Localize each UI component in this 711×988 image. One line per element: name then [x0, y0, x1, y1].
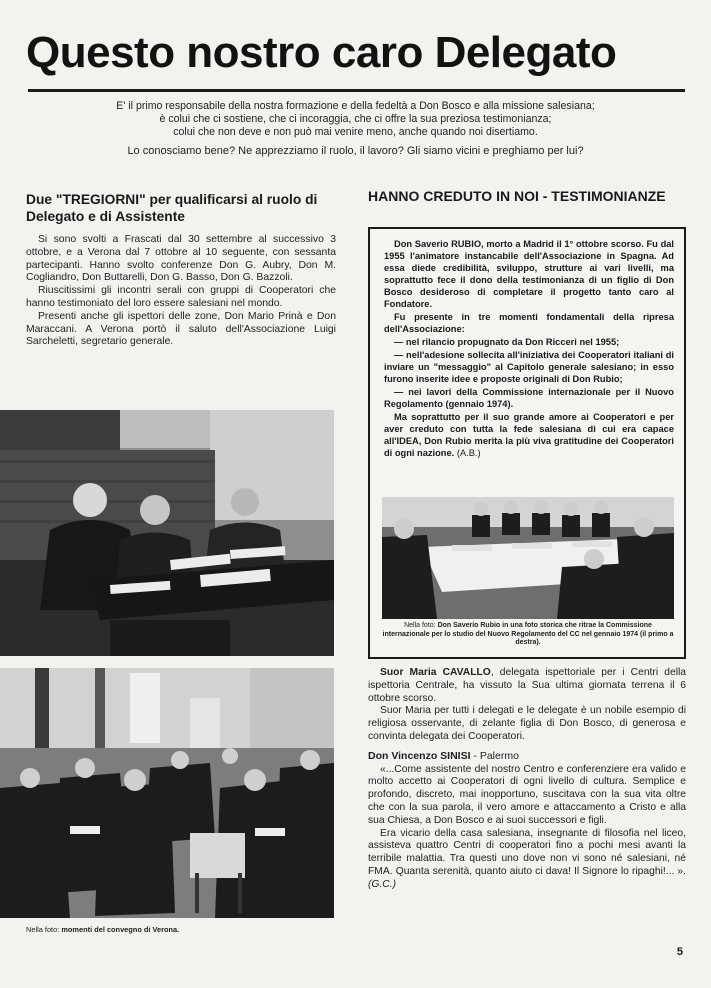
rubio-paragraph-6 — [384, 411, 674, 459]
rubio-paragraph-3: — nel rilancio propugnato da Don Ricceri nel 1955; — [394, 337, 620, 347]
rubio-paragraph-2: Fu presente in tre momenti fondamentali della ripresa dell'Associazione: — [384, 312, 674, 334]
rubio-paragraph-5: — nei lavori della Commissione internazionale per il Nuovo Regolamento (gennaio 1974). — [384, 387, 674, 409]
left-paragraph-2: Riuscitissimi gli incontri serali con gruppi di Cooperatori che hanno testimoniato del loro essere salesiani nel mondo. — [26, 285, 336, 309]
cavallo-paragraph-2: Suor Maria per tutti i delegati e le delegate è un nobile esempio di religiosa osservante, di zelante figlia di Don Bosco, di generosa e convinta delegata dei Cooperatori. — [368, 705, 686, 742]
intro-line-3: colui che non deve e non può mai venire meno, anche quando noi disertiamo. — [173, 126, 538, 138]
sinisi-author: (G.C.) — [368, 878, 397, 890]
left-article-body — [26, 234, 336, 349]
right-article-headline: HANNO CREDUTO IN NOI - TESTIMONIANZE — [368, 188, 666, 204]
sinisi-name: Don Vincenzo SINISI — [368, 749, 471, 762]
box-caption-prefix: Nella foto: — [404, 622, 436, 629]
rubio-testimony-box — [368, 227, 686, 659]
sinisi-place: - Palermo — [470, 749, 519, 762]
left-article-headline: Due "TREGIORNI" per qualificarsi al ruolo di Delegato e di Assistente — [26, 192, 318, 224]
title-rule — [28, 89, 685, 92]
intro — [40, 100, 671, 158]
page-title: Questo nostro caro Delegato — [26, 28, 617, 77]
intro-line-2: è colui che ci sostiene, che ci incoraggia, che ci offre la sua preziosa testimonianza; — [159, 113, 552, 125]
right-article-body — [368, 664, 686, 892]
cavallo-paragraph-1-text: , delegata ispettoriale per i Centri della ispettoria Centrale, ha vissuto la Sua ultima giornata terrena il 6 ottobre scorso. — [368, 667, 686, 704]
intro-question: Lo conosciamo bene? Ne apprezziamo il ruolo, il lavoro? Gli siamo vicini e preghiamo per lui? — [127, 145, 584, 157]
box-caption-text: Don Saverio Rubio in una foto storica che ritrae la Commissione internazionale per lo studio del Nuovo Regolamento del CC nel gennaio 1974 (il primo a destra). — [382, 622, 674, 647]
rubio-paragraph-4: — nell'adesione sollecita all'iniziativa dei Cooperatori italiani di inviare un "messaggio" al Capitolo generale salesiano; in esso furono inserite idee e proposte originali di Don Rubio; — [384, 350, 674, 384]
intro-line-1: E' il primo responsabile della nostra formazione e della fedeltà a Don Bosco e alla missione salesiana; — [116, 100, 595, 112]
sinisi-heading — [368, 750, 686, 763]
rubio-paragraph-6-text: Ma soprattutto per il suo grande amore ai Cooperatori e per aver creduto con tutta la fede salesiana di cui era capace all'IDEA, Don Rubio merita la più viva gratitudine dei Cooperatori di ogni nazione. — [384, 412, 674, 458]
sinisi-paragraph-2-text: Era vicario della casa salesiana, insegnante di filosofia nel liceo, assisteva quattro Centri di cooperatori fino a pochi mesi avanti la terribile malattia. Tra questi uno dove non vi sono né salesiani, né FMA. Quanta serenità, quanto aiuto ci dava! Il Signore lo ripaghi!... ». — [368, 827, 686, 877]
verona-meeting-photo-1 — [0, 410, 334, 656]
rubio-author: (A.B.) — [456, 448, 481, 458]
cavallo-name: Suor Maria CAVALLO — [380, 667, 491, 678]
rubio-testimony-text — [384, 238, 674, 460]
sinisi-paragraph-2 — [368, 828, 686, 892]
rubio-paragraph-1: Don Saverio RUBIO, morto a Madrid il 1° ottobre scorso. Fu dal 1955 l'animatore instancabile dell'Associazione in Spagna. Ad essa diede credibilità, sviluppo, strutture ai vari livelli, ma soprattutto fece il dono della testimonianza di un figlio di Don Bosco desideroso di completare il progetto tanto caro al Fondatore. — [384, 239, 674, 309]
left-caption-text: momenti del convegno di Verona. — [61, 925, 180, 934]
verona-meeting-photo-2 — [0, 668, 334, 918]
commission-photo-caption — [382, 622, 674, 648]
left-paragraph-1: Si sono svolti a Frascati dal 30 settembre al successivo 3 ottobre, e a Verona dal 7 ottobre al 10 seguente, con sessanta partecipanti. Hanno svolto conferenze Don G. Aubry, Don M. Cogliandro, Don Buttarelli, Don G. Basso, Don G. Bazzoli. — [26, 234, 336, 284]
left-caption-prefix: Nella foto: — [26, 925, 60, 934]
sinisi-paragraph-1: «...Come assistente del nostro Centro e conferenziere era valido e molto accetto ai Cooperatori di ogni livello di cultura. Semplice e profondo, discreto, mai inopportuno, suscitava con la sua vita oltre che con la sua parola, il vero amore e attaccamento a Cristo e alla sua Chiesa, a Don Bosco e ai suoi successori e figli. — [368, 763, 686, 826]
commission-photo — [382, 497, 674, 619]
left-paragraph-3: Presenti anche gli ispettori delle zone, Don Mario Prinà e Don Maraccani. A Verona portò il saluto dell'Associazione Luigi Sarcheletti, segretario generale. — [26, 310, 336, 348]
page-number: 5 — [676, 946, 683, 958]
left-photo-caption — [26, 925, 179, 934]
cavallo-paragraph-1 — [368, 667, 686, 705]
